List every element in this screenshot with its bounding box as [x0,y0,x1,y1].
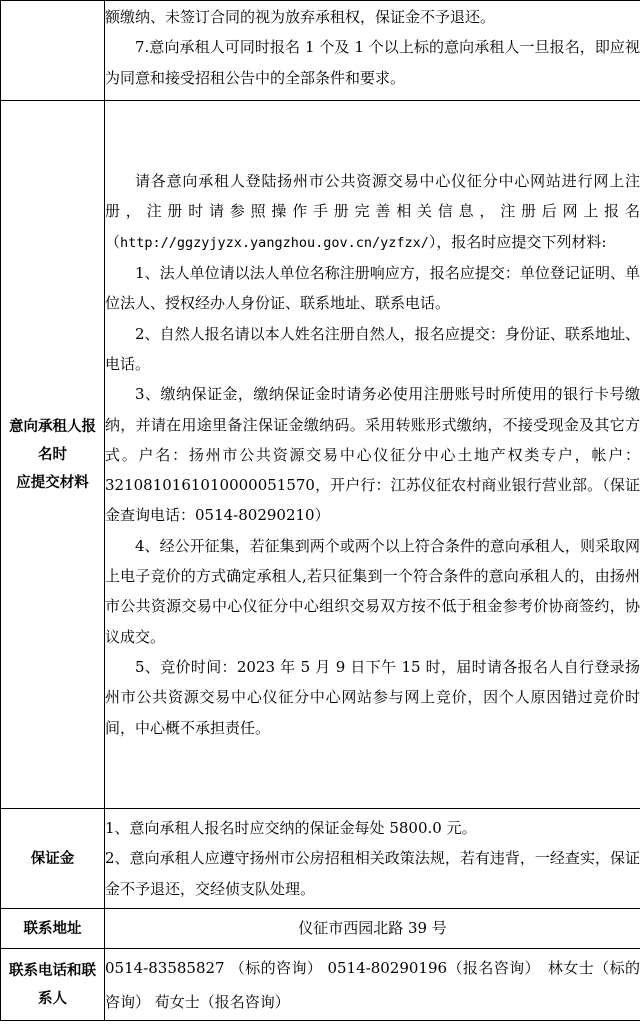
continued-paragraph-1: 额缴纳、未签订合同的视为放弃承租权，保证金不予退还。 [105,8,496,27]
label-materials-line2: 名时 [38,446,67,463]
content-cell-address [105,909,640,949]
deposit-item-1: 1、意向承租人报名时应交纳的保证金每处 5800.0 元。 [105,819,477,838]
label-materials [1,101,105,809]
content-cell-deposit [105,809,640,909]
row-contact [1,949,640,1021]
label-materials-line3: 应提交材料 [16,474,89,491]
materials-item-5: 5、竞价时间：2023 年 5 月 9 日下午 15 时，届时请各报名人自行登录扬州市公共资源交易中心仪征分中心网站参与网上竞价，因个人原因错过竞价时间，中心概不承担责任。 [105,657,640,737]
materials-item-1: 1、法人单位请以法人单位名称注册响应方，报名应提交：单位登记证明、单位法人、授权经办人身份证、联系地址、联系电话。 [105,264,640,313]
row-address [1,909,640,949]
label-contact-line1: 联系电话和联 [9,962,96,979]
materials-item-4: 4、经公开征集，若征集到两个或两个以上符合条件的意向承租人，则采取网上电子竞价的方式确定承租人,若只征集到一个符合条件的意向承租人的，由扬州市公共资源交易中心仪征分中心组织交易双方按不低于租金参考价协商签约，协议成交。 [105,536,640,646]
materials-intro [105,166,640,258]
contact-value: 0514-83585827 （标的咨询） 0514-80290196（报名咨询） 林女士（标的咨询） 荀女士（报名咨询） [105,958,640,1011]
continued-paragraph-2: 7.意向承租人可同时报名 1 个及 1 个以上标的意向承租人一旦报名，即应视为同意和接受招租公告中的全部条件和要求。 [105,38,640,87]
content-cell-contact [105,949,640,1021]
content-cell-materials [105,101,640,809]
label-deposit: 保证金 [1,809,105,909]
label-contact [1,949,105,1021]
label-address: 联系地址 [1,909,105,949]
materials-item-2: 2、自然人报名请以本人姓名注册自然人，报名应提交：身份证、联系地址、电话。 [105,324,640,373]
registration-url[interactable]: http://ggzyjyzx.yangzhou.gov.cn/yzfzx/ [120,234,429,251]
materials-item-3: 3、缴纳保证金，缴纳保证金时请务必使用注册账号时所使用的银行卡号缴纳，并请在用途里备注保证金缴纳码。采用转账形式缴纳，不接受现金及其它方式。户名：扬州市公共资源交易中心仪征分中心土地产权类专户，帐户：3210810161010000051570，开户行：江苏仪征农村商业银行营业部。（保证金查询电话：0514-80290210） [105,385,640,525]
content-cell-continued [105,1,640,101]
row-continued [1,1,640,101]
address-value: 仪征市西园北路 39 号 [298,919,447,938]
intro-text-before: 请各意向承租人登陆扬州市公共资源交易中心仪征分中心网站进行网上注册，注册时请参照操作手册完善相关信息，注册后网上报名（ [105,172,640,251]
label-contact-line2: 系人 [38,990,67,1007]
row-materials [1,101,640,809]
label-materials-line1: 意向承租人报 [9,418,96,435]
label-cell-empty [1,1,105,101]
intro-text-after: ），报名时应提交下列材料: [428,232,607,251]
deposit-item-2: 2、意向承租人应遵守扬州市公房招租相关政策法规，若有违背，一经查实，保证金不予退还，交经侦支队处理。 [105,849,640,898]
row-deposit [1,809,640,909]
